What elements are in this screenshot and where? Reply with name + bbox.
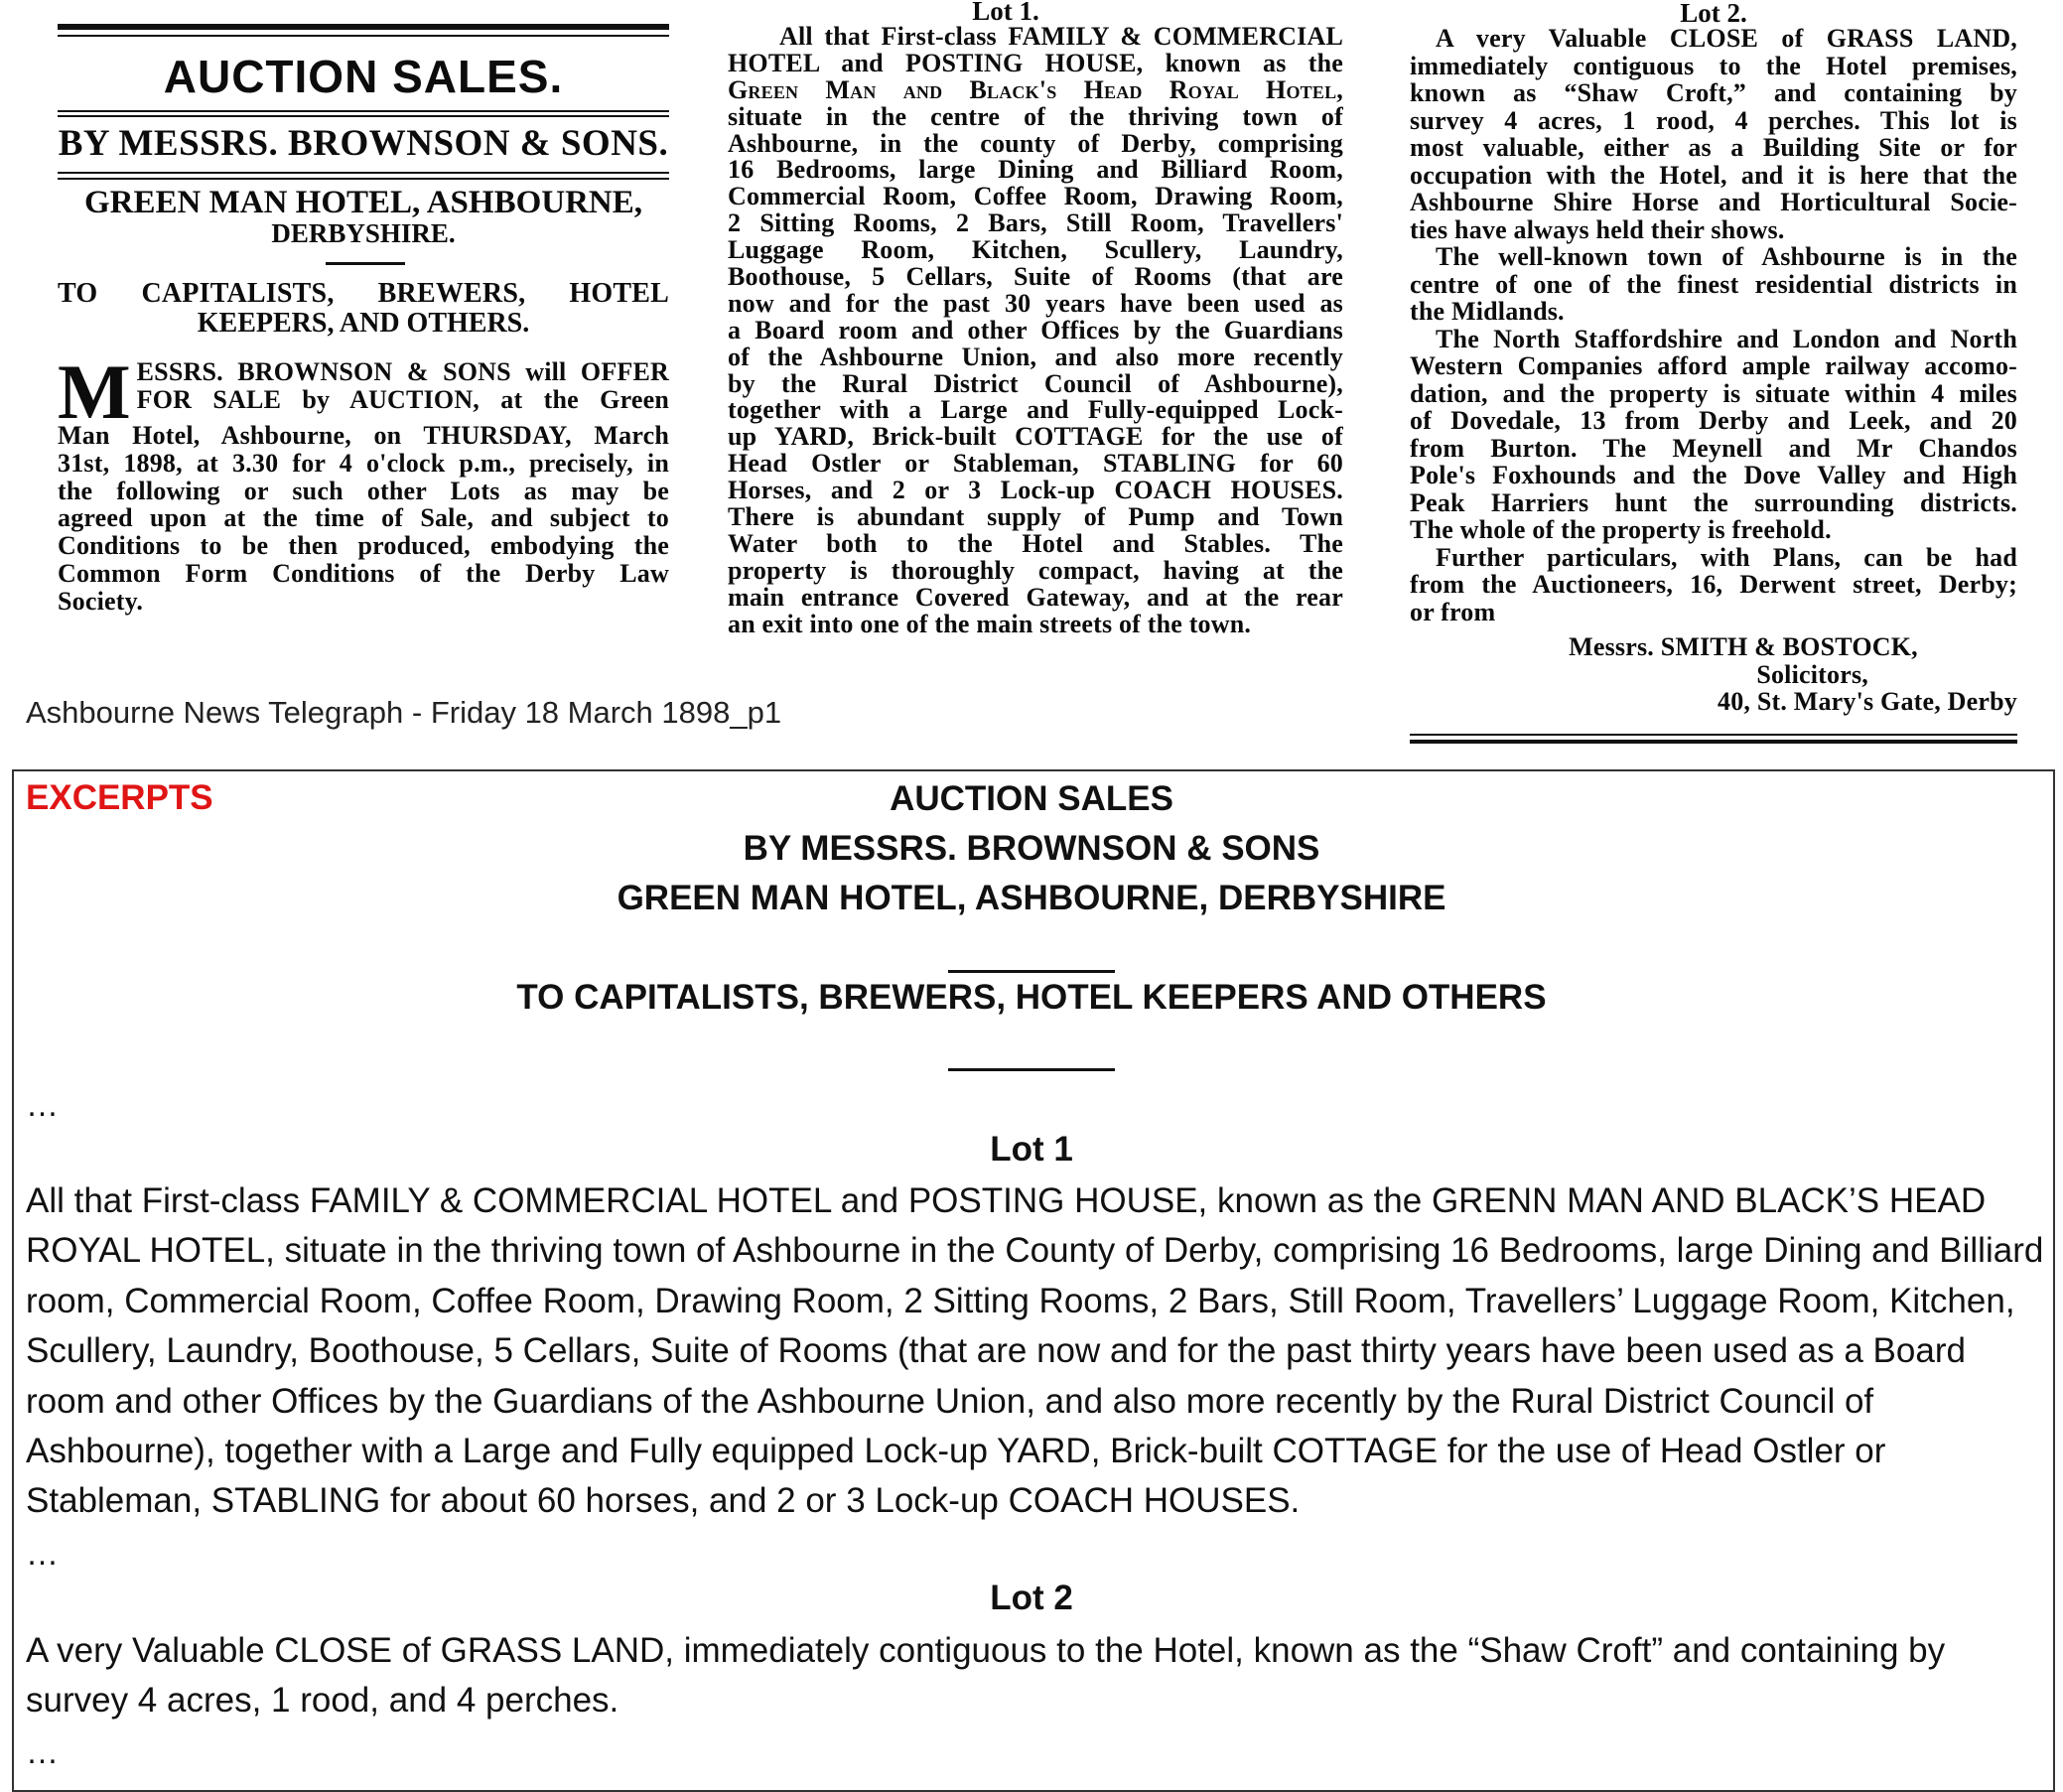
lot2-text: A very Valuable CLOSE of GRASS LAND, immediately contiguous to the Hotel, known as the “Shaw Croft” and containing by survey 4 acres, 1 rood, and 4 perches. <box>26 1631 1946 1721</box>
body-line: ties have always held their shows. <box>1410 214 1785 244</box>
body-line: Horses, and 2 or 3 Lock-up COACH HOUSES. <box>728 476 1343 505</box>
body-line: occupation with the Hotel, and it is here that the <box>1410 160 2017 190</box>
body-line: from the Auctioneers, 16, Derwent street, Derby; <box>1410 570 2017 599</box>
clipping-to-line2: KEEPERS, AND OTHERS. <box>197 308 530 339</box>
body-line: 2 Sitting Rooms, 2 Bars, Still Room, Travellers' <box>728 208 1343 238</box>
lot1-text: All that First-class FAMILY & COMMERCIAL HOTEL and POSTING HOUSE, known as the GRENN MAN AND BLACK’S HEAD ROYAL HOTEL, situate in the thriving town of Ashbourne in the County of Derby, comprising 16 Bedrooms, large Dining and Billiard room, Commercial Room, Coffee Room, Drawing Room, 2 Sitting Rooms, 2 Bars, Still Room, Travellers’ Luggage Room, Kitchen, Scullery, Laundry, Boothouse, 5 Cellars, Suite of Rooms (that are now and for the past thirty years have been used as a Board room and other Offices by the Guardians of the Ashbourne Union, and also more recently by the Rural District Council of Ashbourne), together with a Large and Fully equipped Lock-up YARD, Brick-built COTTAGE for the use of Head Ostler or Stableman, STABLING for about 60 horses, and 2 or 3 Lock-up COACH HOUSES. <box>26 1181 2044 1521</box>
clipping-to-line1: TO CAPITALISTS, BREWERS, HOTEL <box>58 278 669 309</box>
body-line: Further particulars, with Plans, can be had <box>1436 542 2017 572</box>
lot2-heading: Lot 2 <box>990 1579 1073 1617</box>
body-line: Boothouse, 5 Cellars, Suite of Rooms (that are <box>728 262 1343 292</box>
body-line: Head Ostler or Stableman, STABLING for 60 <box>728 449 1343 479</box>
clipping-hotel-line1: GREEN MAN HOTEL, ASHBOURNE, <box>84 185 642 220</box>
signoff-role: Solicitors, <box>1756 659 1868 689</box>
dropcap-letter: M <box>58 348 131 435</box>
body-line: known as “Shaw Croft,” and containing by <box>1410 78 2017 107</box>
ellipsis-2: … <box>26 1535 59 1572</box>
body-line: Ashbourne, in the county of Derby, comprising <box>728 128 1343 158</box>
body-line: of the Ashbourne Union, and also more recently <box>728 342 1343 371</box>
body-line: the Midlands. <box>1410 297 1565 326</box>
clipping-body-1 <box>58 348 669 617</box>
body-line: Man Hotel, Ashbourne, on THURSDAY, March <box>58 421 669 450</box>
excerpt-title-2: BY MESSRS. BROWNSON & SONS <box>743 829 1320 868</box>
excerpt-divider-1 <box>948 970 1115 973</box>
body-line: Green Man and Black's Head Royal Hotel, <box>728 74 1343 104</box>
body-line: from Burton. The Meynell and Mr Chandos <box>1410 433 2017 463</box>
clipping-auctioneer: BY MESSRS. BROWNSON & SONS. <box>58 123 669 164</box>
body-line: most valuable, either as a Building Site or for <box>1410 133 2017 162</box>
body-line: agreed upon at the time of Sale, and subject to <box>58 503 669 533</box>
body-line: ESSRS. BROWNSON & SONS will OFFER <box>136 357 669 386</box>
col1-rule-2 <box>58 110 669 112</box>
col1-rule-5 <box>58 178 669 180</box>
body-line: an exit into one of the main streets of the town. <box>728 609 1252 638</box>
body-line: situate in the centre of the thriving town of <box>728 101 1343 131</box>
signoff-firm: Messrs. SMITH & BOSTOCK, <box>1569 632 1918 661</box>
body-line: main entrance Covered Gateway, and at the rear <box>728 582 1343 612</box>
lot1-heading-clipping: Lot 1. <box>972 0 1039 26</box>
body-line: dation, and the property is situate within 4 miles <box>1410 378 2017 408</box>
body-line: Western Companies afford ample railway accomo- <box>1410 351 2017 380</box>
body-line: Conditions to be then produced, embodying the <box>58 531 669 561</box>
body-line: 31st, 1898, at 3.30 for 4 o'clock p.m., precisely, in <box>58 448 669 478</box>
body-line: centre of one of the finest residential districts in <box>1410 269 2017 299</box>
signoff-address: 40, St. Mary's Gate, Derby <box>1718 687 2017 716</box>
body-line: HOTEL and POSTING HOUSE, known as the <box>728 48 1343 77</box>
body-line: Peak Harriers hunt the surrounding districts. <box>1410 487 2017 517</box>
body-line: FOR SALE by AUCTION, at the Green <box>136 384 669 414</box>
body-line: survey 4 acres, 1 rood, 4 perches. This lot is <box>1410 105 2017 135</box>
col1-top-rule-thick <box>58 24 669 30</box>
col1-rule-3 <box>58 115 669 117</box>
clipping-title: AUCTION SALES. <box>163 51 564 102</box>
ellipsis-1: … <box>26 1086 59 1123</box>
body-line: Ashbourne Shire Horse and Horticultural Socie- <box>1410 188 2017 216</box>
col3-bottom-rule <box>1410 734 2017 736</box>
excerpt-to-line: TO CAPITALISTS, BREWERS, HOTEL KEEPERS AND OTHERS <box>516 978 1547 1017</box>
body-line: Pole's Foxhounds and the Dove Valley and High <box>1410 461 2017 489</box>
body-line: A very Valuable CLOSE of GRASS LAND, <box>1436 24 2017 53</box>
body-line: up YARD, Brick-built COTTAGE for the use of <box>728 422 1343 452</box>
body-line: the following or such other Lots as may be <box>58 476 669 505</box>
body-line: now and for the past 30 years have been used as <box>728 288 1343 318</box>
excerpt-title-3: GREEN MAN HOTEL, ASHBOURNE, DERBYSHIRE <box>617 879 1446 917</box>
lot2-heading-clipping: Lot 2. <box>1680 0 1747 28</box>
body-line: immediately contiguous to the Hotel premises, <box>1410 51 2017 80</box>
clipping-body-2 <box>728 24 1343 637</box>
excerpt-divider-2 <box>948 1068 1115 1071</box>
excerpt-title-1: AUCTION SALES <box>890 779 1173 818</box>
col1-top-rule-thin <box>58 35 669 37</box>
body-line: There is abundant supply of Pump and Town <box>728 502 1343 532</box>
body-line: together with a Large and Fully-equipped Lock- <box>728 395 1343 425</box>
col1-rule-4 <box>58 172 669 174</box>
body-line: of Dovedale, 13 from Derby and Leek, and 20 <box>1410 406 2017 435</box>
col3-bottom-rule-thick <box>1410 740 2017 744</box>
clipping-body-3 <box>1410 26 2017 717</box>
body-line: by the Rural District Council of Ashbourne), <box>728 368 1343 398</box>
body-line: 16 Bedrooms, large Dining and Billiard Room, <box>728 155 1343 185</box>
lot1-heading: Lot 1 <box>990 1130 1073 1169</box>
body-line: Society. <box>58 586 144 616</box>
body-line: All that First-class FAMILY & COMMERCIAL <box>779 22 1343 51</box>
body-line: Commercial Room, Coffee Room, Drawing Room, <box>728 182 1343 211</box>
source-caption: Ashbourne News Telegraph - Friday 18 March 1898_p1 <box>26 695 782 730</box>
body-line: property is thoroughly compact, having at the <box>728 555 1343 585</box>
ellipsis-3: … <box>26 1733 59 1770</box>
body-line: Common Form Conditions of the Derby Law <box>58 558 669 588</box>
body-line: The well-known town of Ashbourne is in the <box>1436 242 2017 271</box>
clipping-hotel-line2: DERBYSHIRE. <box>271 218 456 248</box>
body-line: a Board room and other Offices by the Guardians <box>728 315 1343 345</box>
body-line: Water both to the Hotel and Stables. The <box>728 528 1343 558</box>
col1-short-rule <box>326 262 405 265</box>
excerpts-label: EXCERPTS <box>26 778 213 817</box>
body-line: The whole of the property is freehold. <box>1410 515 1832 544</box>
body-line: Luggage Room, Kitchen, Scullery, Laundry, <box>728 235 1343 265</box>
body-line: or from <box>1410 597 1496 626</box>
body-line: The North Staffordshire and London and North <box>1436 324 2017 353</box>
